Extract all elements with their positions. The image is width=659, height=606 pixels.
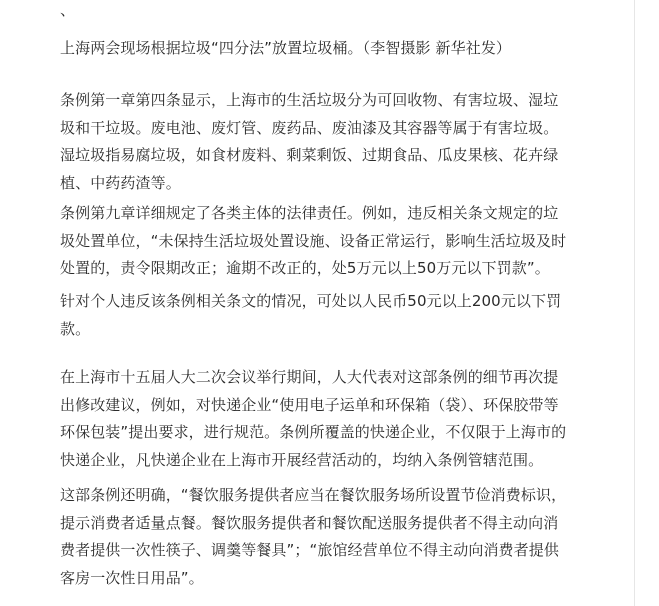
- text-line: 快递企业，凡快递企业在上海市开展经营活动的，均纳入条例管辖范围。: [60, 450, 544, 469]
- text-line: 出修改建议，例如，对快递企业“使用电子运单和环保箱（袋）、环保胶带等: [60, 395, 559, 414]
- text-line: 条例第九章详细规定了各类主体的法律责任。例如，违反相关条文规定的垃: [60, 204, 559, 222]
- text-line: 植、中药药渣等。: [60, 173, 181, 192]
- text-line: 圾和干垃圾。废电池、废灯管、废药品、废油漆及其容器等属于有害垃圾。: [60, 118, 559, 137]
- text-line: 处置的，责令限期改正；逾期不改正的，处5万元以上50万元以下罚款”。: [60, 259, 550, 277]
- text-line: 在上海市十五届人大二次会议举行期间，人大代表对这部条例的细节再次提: [60, 368, 559, 386]
- text-line: 这部条例还明确，“餐饮服务提供者应当在餐饮服务场所设置节俭消费标识，: [60, 486, 567, 504]
- text-line: 款。: [60, 319, 91, 338]
- paragraph-legal-liability: [60, 200, 615, 283]
- text-line: 湿垃圾指易腐垃圾，如食材废料、剩菜剩饭、过期食品、瓜皮果核、花卉绿: [60, 146, 559, 164]
- paragraph-individual-fines: [60, 288, 615, 343]
- text-line: 上海两会现场根据垃圾“四分法”放置垃圾桶。（李智摄影 新华社发）: [60, 39, 512, 57]
- text-line: 客房一次性日用品”。: [60, 568, 204, 587]
- content-right-divider: [634, 0, 635, 606]
- paragraph-waste-categories: [60, 87, 615, 197]
- text-line: 圾处置单位，“未保持生活垃圾处置设施、设备正常运行，影响生活垃圾及时: [60, 231, 567, 250]
- text-line: 提示消费者适量点餐。餐饮服务提供者和餐饮配送服务提供者不得主动向消: [60, 513, 559, 532]
- photo-caption: [60, 35, 615, 63]
- paragraph-catering-hotels: [60, 482, 615, 592]
- text-line: 针对个人违反该条例相关条文的情况，可处以人民币50元以上200元以下罚: [60, 292, 562, 310]
- text-line: 费者提供一次性筷子、调羹等餐具”；“旅馆经营单位不得主动向消费者提供: [60, 541, 559, 559]
- top-punctuation-mark: 、: [60, 1, 76, 19]
- text-line: 条例第一章第四条显示，上海市的生活垃圾分为可回收物、有害垃圾、湿垃: [60, 91, 559, 109]
- paragraph-express-delivery: [60, 364, 615, 474]
- text-line: 环保包装”提出要求，进行规范。条例所覆盖的快递企业，不仅限于上海市的: [60, 423, 567, 441]
